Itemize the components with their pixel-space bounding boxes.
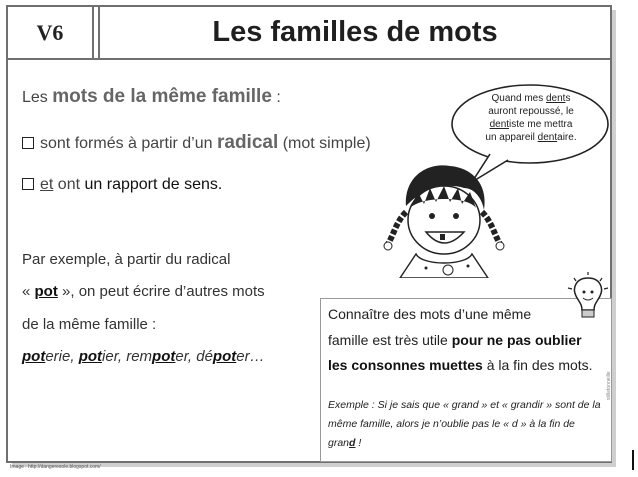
tip-line-3-a: les consonnes muettes [328, 357, 483, 373]
tip-example: Exemple : Si je sais que « grand » et « grandir » sont de la même famille, alors je n’oublie pas le « d » à la fin de grand ! [328, 399, 601, 449]
intro-line [22, 86, 281, 108]
bullet-1-after: (mot simple) [282, 135, 371, 152]
example-radical: pot [34, 283, 58, 300]
bubble-line-2: auront repoussé, le [488, 106, 574, 117]
bullet-2-middle: ont [57, 176, 81, 193]
bullet-radical [22, 132, 371, 154]
intro-suffix: : [271, 89, 281, 106]
open-quote: « [22, 283, 31, 300]
speech-bubble-text [470, 92, 592, 144]
bullet-1-before: sont formés à partir d’un [40, 135, 213, 152]
bubble-line-1: Quand mes dents [491, 93, 571, 104]
tip-line-1: Connaître des mots d’une même [328, 306, 532, 322]
checkbox-icon [22, 137, 34, 149]
girl-illustration [378, 158, 508, 278]
bullet-2-bold: un rapport de sens. [84, 176, 223, 193]
bullet-1-highlight: radical [216, 132, 279, 153]
word-poterie: poterie, [22, 348, 79, 365]
word-rempoter: rempoter, [126, 348, 197, 365]
example-words [22, 348, 265, 365]
tip-line-3-b: à la fin des mots. [486, 357, 593, 373]
header [6, 5, 612, 60]
example-line-2-rest: », on peut écrire d’autres mots [62, 283, 265, 300]
lightbulb-icon [566, 272, 610, 322]
tip-line-2-a: famille est très utile [328, 332, 448, 348]
card-shadow-bottom [12, 463, 616, 467]
card-shadow-right [612, 10, 616, 465]
intro-prefix: Les [22, 89, 48, 106]
example-line-2 [22, 283, 265, 300]
bubble-line-3: dentiste me mettra [489, 119, 573, 130]
tip-line-2 [328, 332, 582, 348]
lesson-code: V6 [8, 7, 94, 58]
example-line-1: Par exemple, à partir du radical [22, 251, 231, 268]
intro-highlight: mots de la même famille [52, 86, 272, 107]
side-credit: stilletonneille [606, 371, 612, 400]
bubble-line-4: un appareil dentaire. [485, 132, 577, 143]
tip-line-3 [328, 357, 593, 373]
example-line-3: de la même famille : [22, 316, 157, 333]
page-title: Les familles de mots [212, 16, 498, 48]
checkbox-icon [22, 178, 34, 190]
text-cursor [632, 450, 634, 470]
bullet-2-underlined: et [40, 176, 54, 193]
tip-line-2-b: pour ne pas oublier [451, 332, 582, 348]
image-credit: Image : http://dangeresole.blogspot.com/ [10, 464, 101, 470]
word-potier: potier, [78, 348, 127, 365]
bullet-sens [22, 176, 222, 194]
word-depoter: dépoter… [196, 348, 265, 365]
